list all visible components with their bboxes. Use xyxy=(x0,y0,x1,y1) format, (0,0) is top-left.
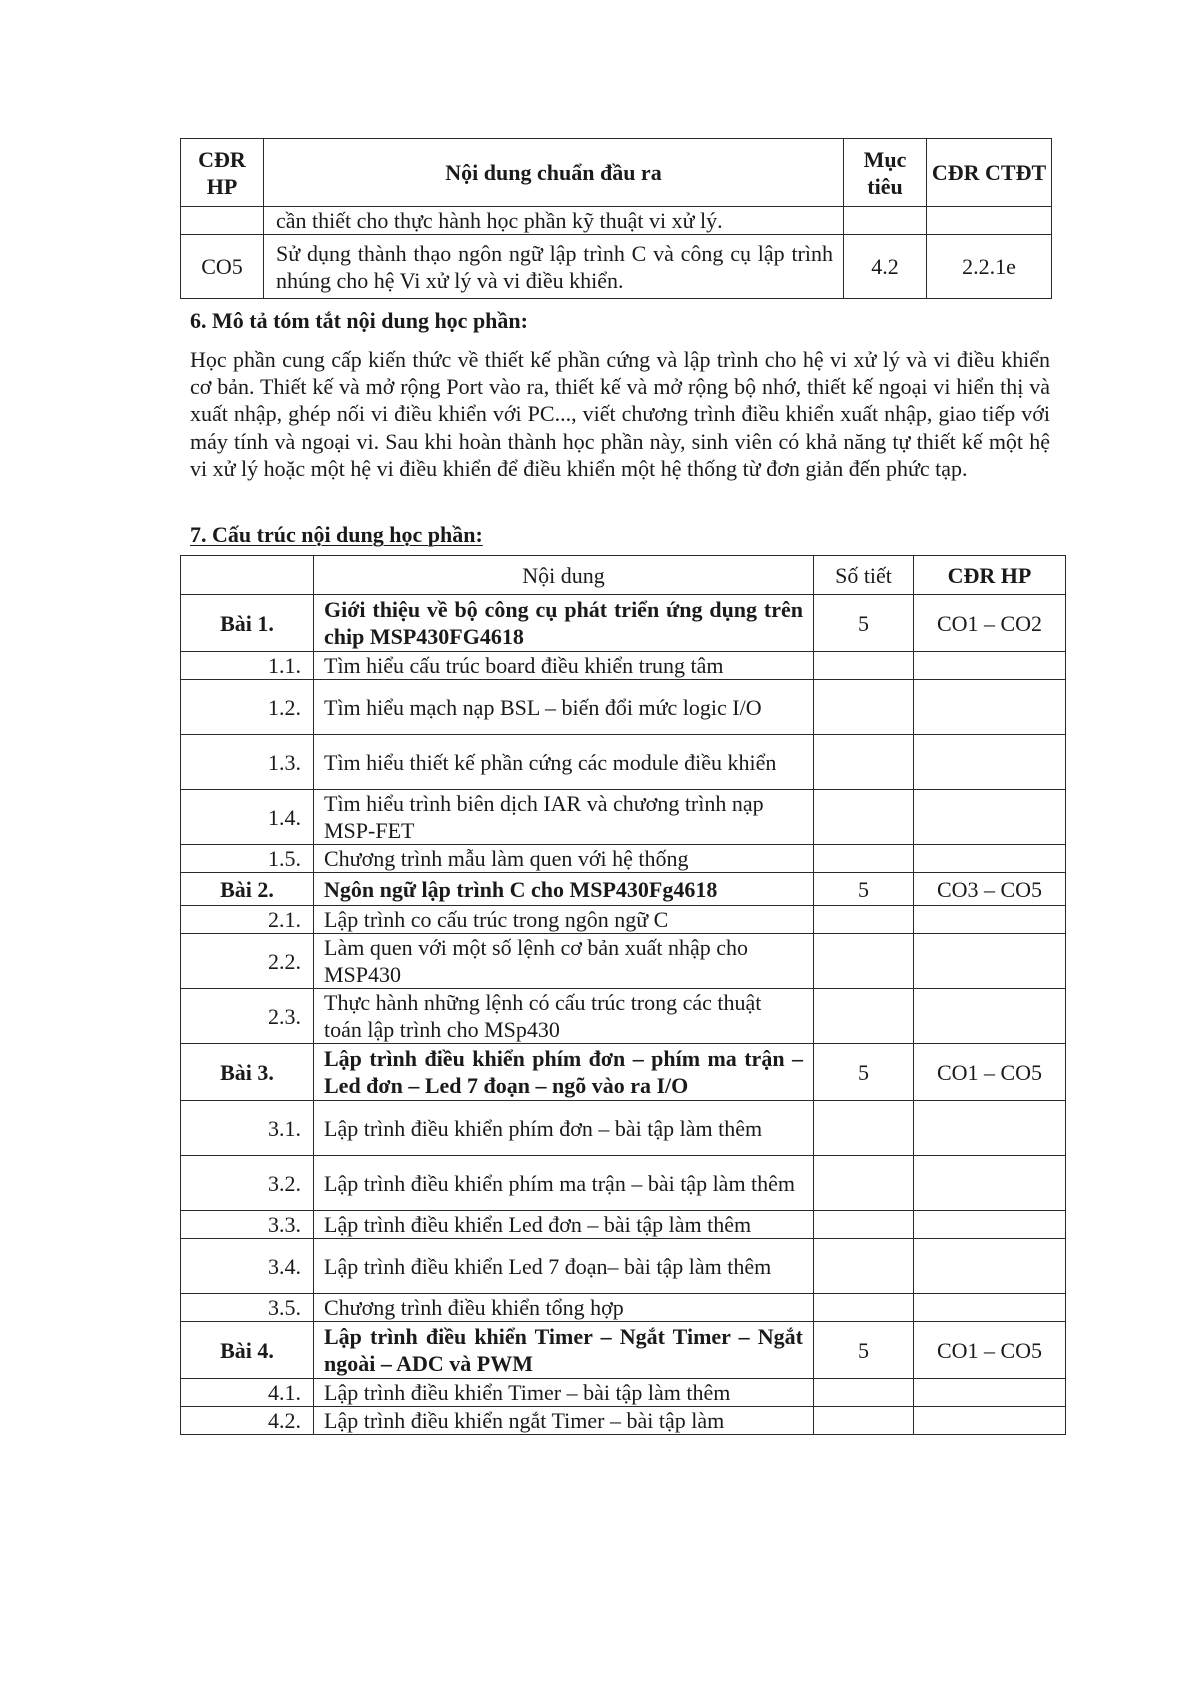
header-cdr-ctdt: CĐR CTĐT xyxy=(927,139,1052,207)
subtopic-text: Tìm hiểu thiết kế phần cứng các module điều khiển xyxy=(314,735,814,790)
subtopic-row xyxy=(181,1211,1066,1239)
cdr-cell xyxy=(914,735,1066,790)
periods-cell: 5 xyxy=(814,1044,914,1101)
subtopic-text: Tìm hiểu trình biên dịch IAR và chương trình nạp MSP-FET xyxy=(314,790,814,845)
header-content: Nội dung xyxy=(314,556,814,595)
subtopic-number: 3.2. xyxy=(181,1156,314,1211)
subtopic-row xyxy=(181,1101,1066,1156)
cdr-cell: CO3 – CO5 xyxy=(914,873,1066,906)
subtopic-number: 1.5. xyxy=(181,845,314,873)
cdr-cell xyxy=(914,680,1066,735)
lesson-number: Bài 1. xyxy=(181,595,314,652)
course-structure-table xyxy=(180,555,1066,1435)
cdr-cell xyxy=(914,790,1066,845)
subtopic-row xyxy=(181,934,1066,989)
subtopic-row xyxy=(181,906,1066,934)
subtopic-row xyxy=(181,1294,1066,1322)
cdr-cell xyxy=(914,1294,1066,1322)
subtopic-number: 1.2. xyxy=(181,680,314,735)
periods-cell xyxy=(814,845,914,873)
cdr-cell xyxy=(914,1407,1066,1435)
header-periods: Số tiết xyxy=(814,556,914,595)
cdr-cell xyxy=(914,1211,1066,1239)
outcome-code xyxy=(181,207,264,235)
outcomes-row xyxy=(181,235,1052,299)
periods-cell xyxy=(814,1101,914,1156)
periods-cell xyxy=(814,1379,914,1407)
subtopic-text: Lập trình điều khiển ngắt Timer – bài tập làm xyxy=(314,1407,814,1435)
header-cdr-hp: CĐR HP xyxy=(181,139,264,207)
lesson-row xyxy=(181,873,1066,906)
lesson-number: Bài 4. xyxy=(181,1322,314,1379)
lesson-title: Lập trình điều khiển phím đơn – phím ma trận – Led đơn – Led 7 đoạn – ngõ vào ra I/O xyxy=(314,1044,814,1101)
subtopic-number: 4.2. xyxy=(181,1407,314,1435)
lesson-title: Giới thiệu về bộ công cụ phát triển ứng dụng trên chip MSP430FG4618 xyxy=(314,595,814,652)
subtopic-text: Tìm hiểu cấu trúc board điều khiển trung tâm xyxy=(314,652,814,680)
subtopic-text: Lập trình điều khiển Timer – bài tập làm thêm xyxy=(314,1379,814,1407)
periods-cell xyxy=(814,680,914,735)
cdr-cell xyxy=(914,989,1066,1044)
subtopic-text: Thực hành những lệnh có cấu trúc trong các thuật toán lập trình cho MSp430 xyxy=(314,989,814,1044)
lesson-title: Ngôn ngữ lập trình C cho MSP430Fg4618 xyxy=(314,873,814,906)
subtopic-text: Tìm hiểu mạch nạp BSL – biến đổi mức logic I/O xyxy=(314,680,814,735)
cdr-cell xyxy=(914,906,1066,934)
cdr-cell: CO1 – CO2 xyxy=(914,595,1066,652)
lesson-title: Lập trình điều khiển Timer – Ngắt Timer – Ngắt ngoài – ADC và PWM xyxy=(314,1322,814,1379)
subtopic-row xyxy=(181,680,1066,735)
outcome-cdr: 2.2.1e xyxy=(927,235,1052,299)
cdr-cell: CO1 – CO5 xyxy=(914,1322,1066,1379)
subtopic-row xyxy=(181,1407,1066,1435)
outcomes-row xyxy=(181,207,1052,235)
subtopic-text: Lập trình điều khiển Led 7 đoạn– bài tập làm thêm xyxy=(314,1239,814,1294)
subtopic-row xyxy=(181,735,1066,790)
subtopic-row xyxy=(181,845,1066,873)
outcome-muc-tieu xyxy=(844,207,927,235)
subtopic-text: Làm quen với một số lệnh cơ bản xuất nhập cho MSP430 xyxy=(314,934,814,989)
section-7-heading: 7. Cấu trúc nội dung học phần: xyxy=(190,522,483,547)
subtopic-row xyxy=(181,1156,1066,1211)
periods-cell: 5 xyxy=(814,873,914,906)
cdr-cell xyxy=(914,1101,1066,1156)
periods-cell xyxy=(814,1156,914,1211)
subtopic-row xyxy=(181,790,1066,845)
outcome-cdr xyxy=(927,207,1052,235)
subtopic-row xyxy=(181,652,1066,680)
subtopic-row xyxy=(181,1239,1066,1294)
subtopic-number: 3.1. xyxy=(181,1101,314,1156)
subtopic-number: 2.3. xyxy=(181,989,314,1044)
subtopic-number: 4.1. xyxy=(181,1379,314,1407)
subtopic-number: 1.1. xyxy=(181,652,314,680)
subtopic-row xyxy=(181,989,1066,1044)
section-6-paragraph: Học phần cung cấp kiến thức về thiết kế phần cứng và lập trình cho hệ vi xử lý và vi điều khiển cơ bản. Thiết kế và mở rộng Port vào ra, thiết kế và mở rộng bộ nhớ, thiết kế ngoại vi hiển thị và xuất nhập, ghép nối vi điều khiển với PC..., viết chương trình điều khiển xuất nhập, giao tiếp với máy tính và ngoại vi. Sau khi hoàn thành học phần này, sinh viên có khả năng tự thiết kế một hệ vi xử lý hoặc một hệ vi điều khiển để điều khiển một hệ thống từ đơn giản đến phức tạp. xyxy=(190,347,1050,481)
periods-cell xyxy=(814,906,914,934)
periods-cell: 5 xyxy=(814,595,914,652)
outcome-code: CO5 xyxy=(181,235,264,299)
outcome-text: Sử dụng thành thạo ngôn ngữ lập trình C và công cụ lập trình nhúng cho hệ Vi xử lý và vi điều khiển. xyxy=(264,235,844,299)
cdr-cell xyxy=(914,1156,1066,1211)
header-cdr-hp: CĐR HP xyxy=(914,556,1066,595)
subtopic-number: 2.1. xyxy=(181,906,314,934)
subtopic-text: Lập trình điều khiển phím ma trận – bài tập làm thêm xyxy=(314,1156,814,1211)
subtopic-row xyxy=(181,1379,1066,1407)
lesson-row xyxy=(181,1322,1066,1379)
cdr-cell xyxy=(914,845,1066,873)
subtopic-text: Lập trình điều khiển Led đơn – bài tập làm thêm xyxy=(314,1211,814,1239)
periods-cell xyxy=(814,1211,914,1239)
header-content: Nội dung chuẩn đầu ra xyxy=(264,139,844,207)
outcomes-header-row xyxy=(181,139,1052,207)
subtopic-text: Lập trình điều khiển phím đơn – bài tập làm thêm xyxy=(314,1101,814,1156)
subtopic-number: 3.5. xyxy=(181,1294,314,1322)
periods-cell xyxy=(814,1294,914,1322)
cdr-cell xyxy=(914,652,1066,680)
subtopic-number: 2.2. xyxy=(181,934,314,989)
lesson-row xyxy=(181,595,1066,652)
cdr-cell: CO1 – CO5 xyxy=(914,1044,1066,1101)
lesson-row xyxy=(181,1044,1066,1101)
header-muc-tieu: Mục tiêu xyxy=(844,139,927,207)
periods-cell xyxy=(814,989,914,1044)
subtopic-number: 1.4. xyxy=(181,790,314,845)
periods-cell xyxy=(814,1407,914,1435)
structure-header-row xyxy=(181,556,1066,595)
subtopic-number: 3.4. xyxy=(181,1239,314,1294)
outcome-text: cần thiết cho thực hành học phần kỹ thuật vi xử lý. xyxy=(264,207,844,235)
lesson-number: Bài 2. xyxy=(181,873,314,906)
cdr-cell xyxy=(914,934,1066,989)
subtopic-text: Chương trình mẫu làm quen với hệ thống xyxy=(314,845,814,873)
periods-cell: 5 xyxy=(814,1322,914,1379)
periods-cell xyxy=(814,735,914,790)
periods-cell xyxy=(814,790,914,845)
periods-cell xyxy=(814,1239,914,1294)
periods-cell xyxy=(814,652,914,680)
lesson-number: Bài 3. xyxy=(181,1044,314,1101)
section-6-heading: 6. Mô tả tóm tắt nội dung học phần: xyxy=(190,308,528,333)
structure-body xyxy=(181,595,1066,1435)
outcomes-table xyxy=(180,138,1052,299)
periods-cell xyxy=(814,934,914,989)
cdr-cell xyxy=(914,1379,1066,1407)
subtopic-number: 1.3. xyxy=(181,735,314,790)
header-blank xyxy=(181,556,314,595)
outcome-muc-tieu: 4.2 xyxy=(844,235,927,299)
subtopic-number: 3.3. xyxy=(181,1211,314,1239)
subtopic-text: Chương trình điều khiển tổng hợp xyxy=(314,1294,814,1322)
subtopic-text: Lập trình co cấu trúc trong ngôn ngữ C xyxy=(314,906,814,934)
cdr-cell xyxy=(914,1239,1066,1294)
